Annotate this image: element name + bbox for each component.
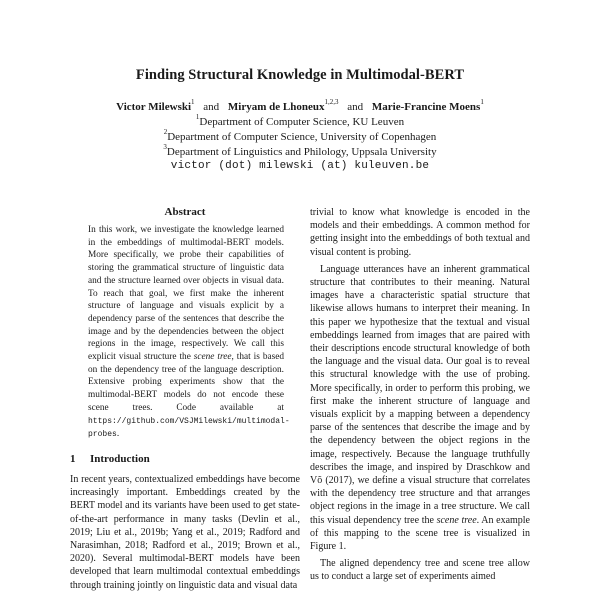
paper-title: Finding Structural Knowledge in Multimodal-BERT <box>135 67 465 83</box>
paragraph <box>310 263 530 553</box>
paragraph-text: Language utterances have an inherent grammatical structure that contributes to their meaning. Natural images have a characteristic spatial structure that likewise allows humans to interpret their meaning. In this paper we hypothesize that the textual and visual embeddings learned from images that are paired with their descriptions encode structural knowledge of both the language and the visual data. Our goal is to reveal this structural knowledge with the use of probing. More specifically, in order to perform this probing, we first make the inherent structure of language and visuals explicit by a mapping between a dependency parse of the sentences that describe the image and by the dependency between the object regions in the image, respectively. Because the language truthfully describes the image, and inspired by Draschkow and Võ (2017), we define a visual structure that correlates with the dependency tree structure and that arranges object regions in the image in a tree structure. We call this visual dependency tree the <box>310 263 530 526</box>
author-affil-mark: 1,2,3 <box>324 98 339 107</box>
author-name: Marie-Francine Moens <box>371 101 481 113</box>
italic-term: scene tree <box>436 514 477 526</box>
right-column <box>310 206 530 600</box>
section-heading <box>70 453 300 465</box>
author-affil-mark: 1 <box>480 98 484 107</box>
author-name: Victor Milewski <box>116 101 192 113</box>
section-title: Introduction <box>90 453 150 465</box>
affiliation-line <box>0 115 600 129</box>
code-link[interactable]: https://github.com/VSJMilewski/multimodal-probes <box>88 416 290 440</box>
abstract-italic-term: scene tree <box>193 352 232 363</box>
affiliation-text: Department of Computer Science, University of Copenhagen <box>167 131 437 143</box>
abstract-heading: Abstract <box>164 206 206 218</box>
affiliation-line <box>0 130 600 144</box>
paragraph: trivial to know what knowledge is encoded in the models and their embeddings. A common method for getting insight into the embeddings of both textual and visual content is probing. <box>310 207 530 258</box>
affiliation-line <box>0 145 600 159</box>
abstract-text: . <box>116 429 120 440</box>
abstract-text: , that is based on the dependency tree of the language description. Extensive probing experiments show that the multimodal-BERT models do not encode these scene trees. Code available at <box>88 352 284 413</box>
author-affil-mark: 1 <box>191 98 195 107</box>
author-name: Miryam de Lhoneux <box>227 101 325 113</box>
abstract-text: In this work, we investigate the knowledge learned in the embeddings of multimodal-BERT models. More specifically, we probe their capabilities of storing the grammatical structure of linguistic data and the structure learned over objects in visual data. To reach that goal, we first make the inherent structure of language and visuals explicit by a dependency parse of the sentences that describe the image and by the dependencies between the object regions in the image, respectively. We call this explicit visual structure the <box>88 225 284 363</box>
intro-paragraph: In recent years, contextualized embeddings have become increasingly important. Embeddings created by the BERT model and its variants have been used to get state-of-the-art performance in many tasks (Devlin et al., 2019; Liu et al., 2019b; Yang et al., 2019; Radford and Narasimhan, 2018; Radford et al., 2019; Brown et al., 2020). Several multimodal-BERT models have been developed that learn multimodal contextual embeddings through training jointly on linguistic data and visual data <box>70 474 300 591</box>
abstract-body <box>88 224 290 442</box>
author-separator: and <box>203 101 220 113</box>
section-number: 1 <box>70 453 76 465</box>
affiliation-text: Department of Linguistics and Philology, Uppsala University <box>166 146 437 158</box>
affiliation-mark: 2 <box>163 128 168 137</box>
affiliation-text: Department of Computer Science, KU Leuven <box>199 116 405 128</box>
paragraph-text: . An example of this mapping to the scene tree is visualized in Figure 1. <box>310 514 530 553</box>
paragraph: The aligned dependency tree and scene tree allow us to conduct a large set of experiments aimed <box>310 558 530 583</box>
affiliation-mark: 1 <box>195 113 200 122</box>
author-separator: and <box>347 101 364 113</box>
contact-email: victor (dot) milewski (at) kuleuven.be <box>170 160 430 172</box>
affiliation-mark: 3 <box>163 143 167 152</box>
author-list <box>0 100 600 114</box>
